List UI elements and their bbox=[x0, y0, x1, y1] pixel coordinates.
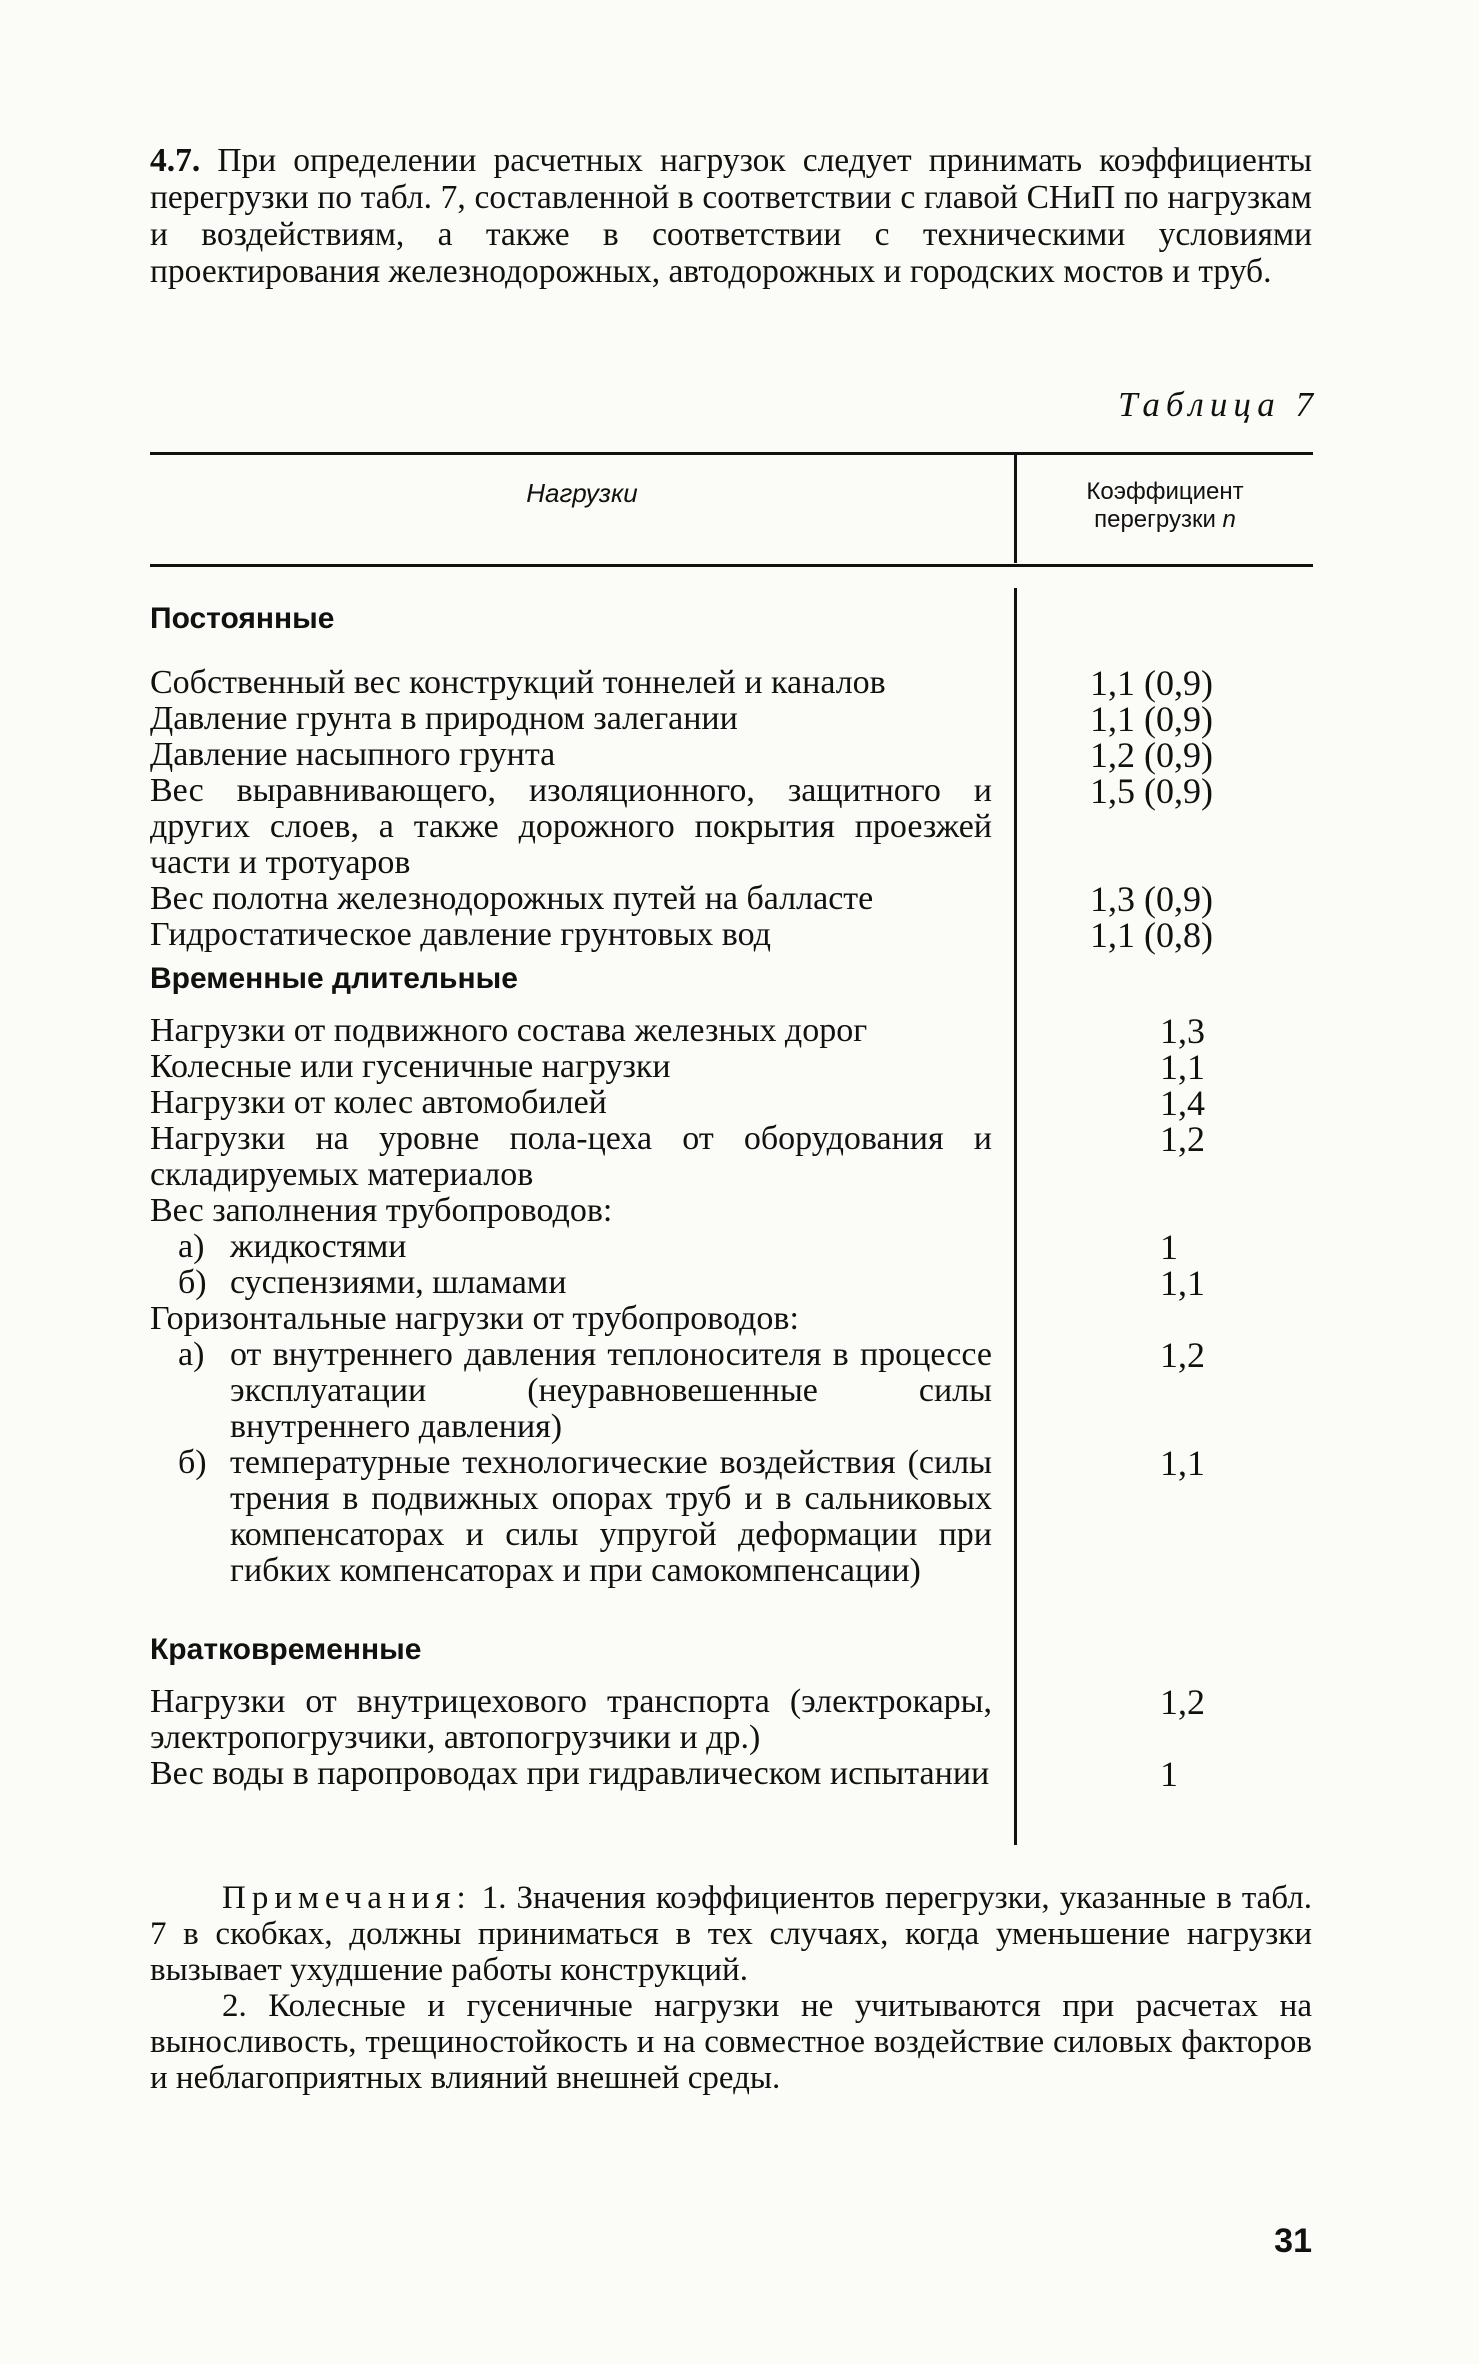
note-1-text: 1. Значения коэффициентов перегрузки, указанные в табл. 7 в скобках, должны приниматься в тех случаях, когда уменьшение нагрузки вызывает ухудшение работы конструкций. bbox=[150, 1880, 1312, 1988]
table-row-text: Нагрузки от подвижного состава железных дорог bbox=[150, 1012, 868, 1049]
list-item-text: суспензиями, шламами bbox=[230, 1264, 567, 1301]
table-row-text bbox=[178, 1229, 992, 1265]
table-top-rule bbox=[150, 452, 1313, 455]
page-number: 31 bbox=[1274, 2222, 1312, 2260]
notes-lead: Примечания: bbox=[222, 1880, 472, 1916]
table-row-value: 1 bbox=[1160, 1227, 1178, 1267]
table-row-value: 1,1 bbox=[1160, 1443, 1205, 1483]
table-row-value: 1,2 (0,9) bbox=[1090, 735, 1213, 775]
table-row-text: Гидростатическое давление грунтовых вод bbox=[150, 916, 771, 953]
table-row-text: Собственный вес конструкций тоннелей и каналов bbox=[150, 664, 886, 701]
body-column-divider bbox=[1014, 588, 1017, 1845]
table-row-value: 1,4 bbox=[1160, 1083, 1205, 1123]
section-title-long-term: Временные длительные bbox=[150, 962, 518, 995]
note-1 bbox=[150, 1880, 1312, 1988]
table-caption: Таблица 7 bbox=[1118, 385, 1319, 424]
table-row-text: Колесные или гусеничные нагрузки bbox=[150, 1048, 671, 1085]
table-row-value: 1,1 bbox=[1160, 1263, 1205, 1303]
list-marker: б) bbox=[178, 1444, 207, 1481]
table-row-text: Нагрузки на уровне пола-цеха от оборудования и складируемых материалов bbox=[150, 1120, 992, 1193]
table-row-text bbox=[178, 1337, 992, 1445]
table-row-value: 1,2 bbox=[1160, 1119, 1205, 1159]
table-row-value: 1 bbox=[1160, 1754, 1178, 1794]
table-row-value: 1,2 bbox=[1160, 1682, 1205, 1722]
column-header-loads: Нагрузки bbox=[526, 478, 638, 508]
table-row-value: 1,2 bbox=[1160, 1335, 1205, 1375]
table-row-text: Вес воды в паропроводах при гидравлическом испытании bbox=[150, 1755, 990, 1792]
list-item-text: температурные технологические воздействия (силы трения в подвижных опорах труб и в сальниковых компенсаторах и силы упругой деформации при гибких компенсаторах и при самокомпенсации) bbox=[230, 1444, 992, 1589]
table-row-value: 1,1 (0,8) bbox=[1090, 915, 1213, 955]
coefficient-header-line2 bbox=[1017, 506, 1313, 534]
coefficient-symbol: n bbox=[1222, 506, 1236, 533]
table-row-text: Вес выравнивающего, изоляционного, защитного и других слоев, а также дорожного покрытия проезжей части и тротуаров bbox=[150, 772, 992, 881]
coefficient-header-word: перегрузки bbox=[1094, 506, 1216, 533]
list-item-text: жидкостями bbox=[230, 1228, 407, 1265]
column-header-coefficient bbox=[1017, 478, 1313, 534]
intro-paragraph bbox=[150, 142, 1312, 290]
table-row-text: Горизонтальные нагрузки от трубопроводов: bbox=[150, 1300, 799, 1337]
table-row-text: Нагрузки от внутрицехового транспорта (электрокары, электропогрузчики, автопогрузчики и др.) bbox=[150, 1683, 992, 1756]
list-marker: а) bbox=[178, 1228, 205, 1265]
table-row-text bbox=[178, 1265, 992, 1301]
table-row-text: Вес полотна железнодорожных путей на балласте bbox=[150, 880, 874, 917]
table-header-rule bbox=[150, 564, 1313, 567]
list-marker: а) bbox=[178, 1336, 205, 1373]
table-row-text: Давление грунта в природном залегании bbox=[150, 700, 738, 737]
table-row-text: Давление насыпного грунта bbox=[150, 736, 556, 773]
section-title-permanent: Постоянные bbox=[150, 602, 335, 635]
table-row-value: 1,1 bbox=[1160, 1047, 1205, 1087]
clause-number: 4.7. bbox=[150, 142, 201, 179]
table-row-value: 1,3 (0,9) bbox=[1090, 879, 1213, 919]
table-row-text: Вес заполнения трубопроводов: bbox=[150, 1192, 613, 1229]
list-item-text: от внутреннего давления теплоносителя в процессе эксплуатации (неуравновешенные силы внутреннего давления) bbox=[230, 1336, 992, 1445]
list-marker: б) bbox=[178, 1264, 207, 1301]
table-row-text: Нагрузки от колес автомобилей bbox=[150, 1084, 607, 1121]
table-notes bbox=[150, 1880, 1312, 2096]
clause-text: При определении расчетных нагрузок следует принимать коэффициенты перегрузки по табл. 7, составленной в соответствии с главой СНиП по нагрузкам и воздействиям, а также в соответствии с техническими условиями проектирования железнодорожных, автодорожных и городских мостов и труб. bbox=[150, 142, 1312, 290]
table-row-text bbox=[178, 1445, 992, 1589]
table-row-value: 1,1 (0,9) bbox=[1090, 663, 1213, 703]
note-2: 2. Колесные и гусеничные нагрузки не учитываются при расчетах на выносливость, трещиностойкость и на совместное воздействие силовых факторов и неблагоприятных влияний внешней среды. bbox=[150, 1988, 1312, 2096]
coefficient-header-line1: Коэффициент bbox=[1086, 478, 1244, 505]
table-row-value: 1,3 bbox=[1160, 1011, 1205, 1051]
section-title-short-term: Кратковременные bbox=[150, 1633, 422, 1666]
table-row-value: 1,1 (0,9) bbox=[1090, 699, 1213, 739]
table-row-value: 1,5 (0,9) bbox=[1090, 771, 1213, 811]
